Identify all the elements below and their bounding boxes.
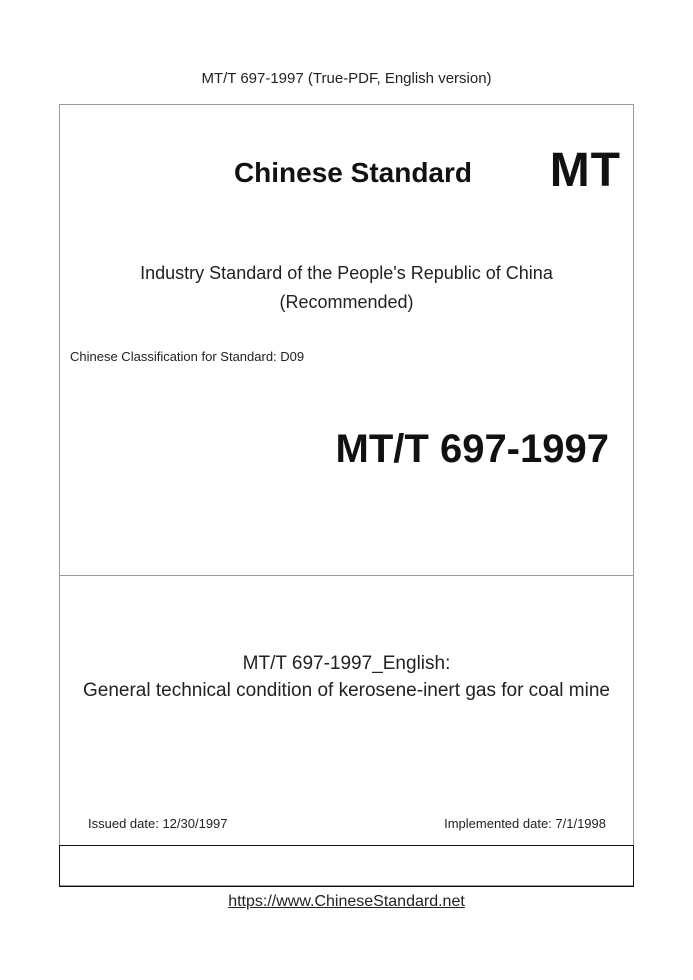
document-title-line-1: MT/T 697-1997_English: xyxy=(242,653,451,674)
implemented-date: Implemented date: 7/1/1998 xyxy=(444,816,606,831)
cover-frame xyxy=(59,104,634,886)
standard-number: MT/T 697-1997 xyxy=(335,427,609,471)
industry-line-1: Industry Standard of the People's Republic of China xyxy=(140,263,553,283)
industry-line-2: (Recommended) xyxy=(279,292,414,312)
document-title xyxy=(60,650,633,704)
document-title-line-2: General technical condition of kerosene-inert gas for coal mine xyxy=(82,680,610,701)
section-divider xyxy=(60,575,633,576)
issued-date: Issued date: 12/30/1997 xyxy=(88,816,228,831)
standard-title: Chinese Standard xyxy=(233,157,472,188)
bottom-band xyxy=(59,845,634,887)
footer xyxy=(0,893,693,911)
website-link[interactable]: https://www.ChineseStandard.net xyxy=(228,893,465,910)
classification-label: Chinese Classification for Standard: D09 xyxy=(70,349,305,364)
standard-mark: MT xyxy=(549,144,621,197)
document-header: MT/T 697-1997 (True-PDF, English version) xyxy=(201,70,492,87)
industry-statement xyxy=(60,259,633,317)
